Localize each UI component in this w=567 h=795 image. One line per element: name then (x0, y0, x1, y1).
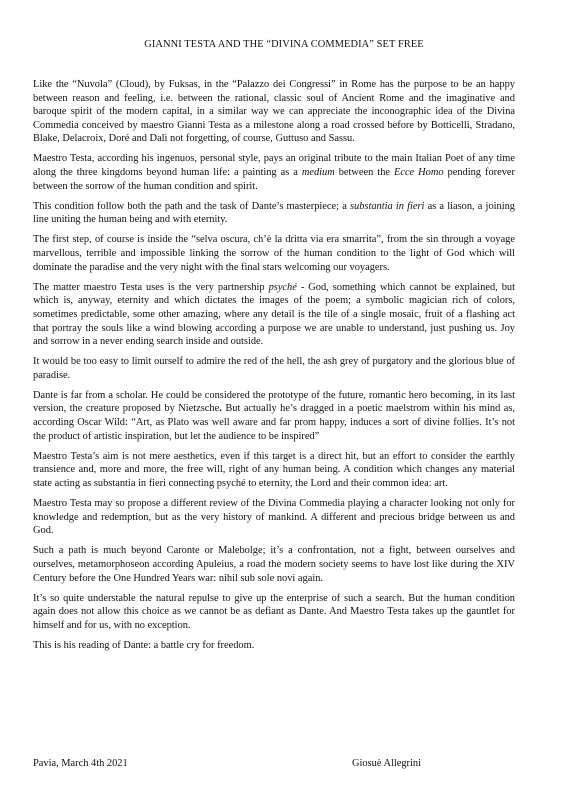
paragraph (33, 152, 515, 193)
italic-text: psyché (268, 281, 297, 293)
document-title: GIANNI TESTA AND THE “DIVINA COMMEDIA” SET FREE (144, 39, 424, 50)
text-run: This is his reading of Dante: a battle cry for freedom. (33, 639, 255, 651)
text-run: between the (334, 167, 394, 179)
paragraph (33, 233, 515, 274)
paragraph (33, 355, 515, 382)
author-name: Giosuè Allegrini (352, 758, 421, 769)
text-run: It would be too easy to limit ourself to admire the red of the hell, the ash grey of purgatory and the glorious blue of paradise. (33, 356, 515, 381)
document-body (33, 78, 515, 652)
text-run: This condition follow both the path and the task of Dante’s masterpiece; a (33, 200, 350, 212)
text-run: The first step, of course is inside the “selva oscura, ch’è la dritta via era smarrita”, from the sin through a voyage marvellous, terrible and impossible linking the sorrow of the human condition to the light of God which will dominate the paradise and the very night with the final stars welcoming our voyagers. (33, 234, 515, 273)
text-run: Maestro Testa, according his ingenuos, personal style, pays an original tribute to the main Italian Poet of any time along the three kingdoms beyond human life: a painting as a (33, 153, 515, 179)
paragraph (33, 200, 515, 227)
italic-text: Ecce Homo (393, 167, 444, 179)
paragraph (33, 497, 515, 538)
paragraph (33, 281, 515, 349)
italic-text: substantia in fieri (349, 200, 425, 212)
text-run: It’s so quite understable the natural repulse to give up the enterprise of such a search. But the human condition again does not allow this choice as we cannot be as defiant as Dante. And Maestro Testa takes up the gauntlet for himself and for us, with no exception. (33, 592, 515, 631)
text-run: as a liason, a joining line uniting the human being and with eternity. (33, 200, 515, 226)
italic-text: medium (301, 167, 335, 179)
paragraph (33, 544, 515, 585)
paragraph (33, 592, 515, 633)
paragraph (33, 389, 515, 443)
paragraph (33, 450, 515, 491)
paragraph (33, 78, 515, 146)
text-run: Like the “Nuvola” (Cloud), by Fuksas, in the “Palazzo dei Congressi” in Rome has the purpose to be an happy between reason and feeling, i.e. between the rational, classic soul of Ancient Rome and the imaginative and baroque spirit of the modern capital, in a similar way we can appreciate the inconographic idea of the Divina Commedia conceived by maestro Gianni Testa as a milestone along a road crossed before by Botticelli, Stradano, Blake, Delacroix, Doré and Dalì not forgetting, of course, Guttuso and Sassu. (33, 79, 515, 145)
text-run: Such a path is much beyond Caronte or Malebolge; it’s a confrontation, not a fight, between ourselves and ourselves, metamorphoseon according Apuleius, a road the modern society seems to have lost like during the XIV Century before the One Hundred Years war: nihil sub sole novi again. (33, 545, 515, 584)
text-run: pending forever between the sorrow of the human condition and spirit. (33, 167, 515, 192)
bold-text: . (219, 403, 222, 415)
text-run: But actually he’s dragged in a poetic maelstrom within his mind as, according Oscar Wild: “Art, as Plato was well aware and far prom happy, induces a sort of divine follies. It’s not the product of artistic inspiration, but let the audience to be inspired” (33, 403, 516, 442)
text-run: Maestro Testa’s aim is not mere aesthetics, even if this target is a direct hit, but an effort to consider the earthly transience and, more and more, the free will, right of any human being. A condition which changes any material state acting as substantia in fieri connecting psyché to eternity, the Lord and their common idea: art. (33, 450, 515, 489)
paragraph (33, 639, 515, 653)
text-run: - God, something which cannot be explained, but which is, anyway, eternity and which dictates the images of the poem; a symbolic magician rich of colors, sometimes predictable, some other amazing, where any detail is the tile of a single mosaic, fruit of a flashing act that portray the souls like a wind blowing according a purpose we are unable to understand, just pushing us. Joy and sorrow in a never ending search inside and outside. (33, 281, 515, 348)
text-run: Dante is far from a scholar. He could be considered the prototype of the future, romantic hero becoming, in its last version, the creature proposed by Nietzsche (33, 389, 515, 415)
place-and-date: Pavia, March 4th 2021 (33, 758, 128, 769)
text-run: The matter maestro Testa uses is the very partnership (33, 281, 269, 293)
text-run: Maestro Testa may so propose a different review of the Divina Commedia playing a character looking not only for knowledge and redemption, but as the very history of mankind. A different and precious bridge between us and God. (33, 498, 515, 537)
